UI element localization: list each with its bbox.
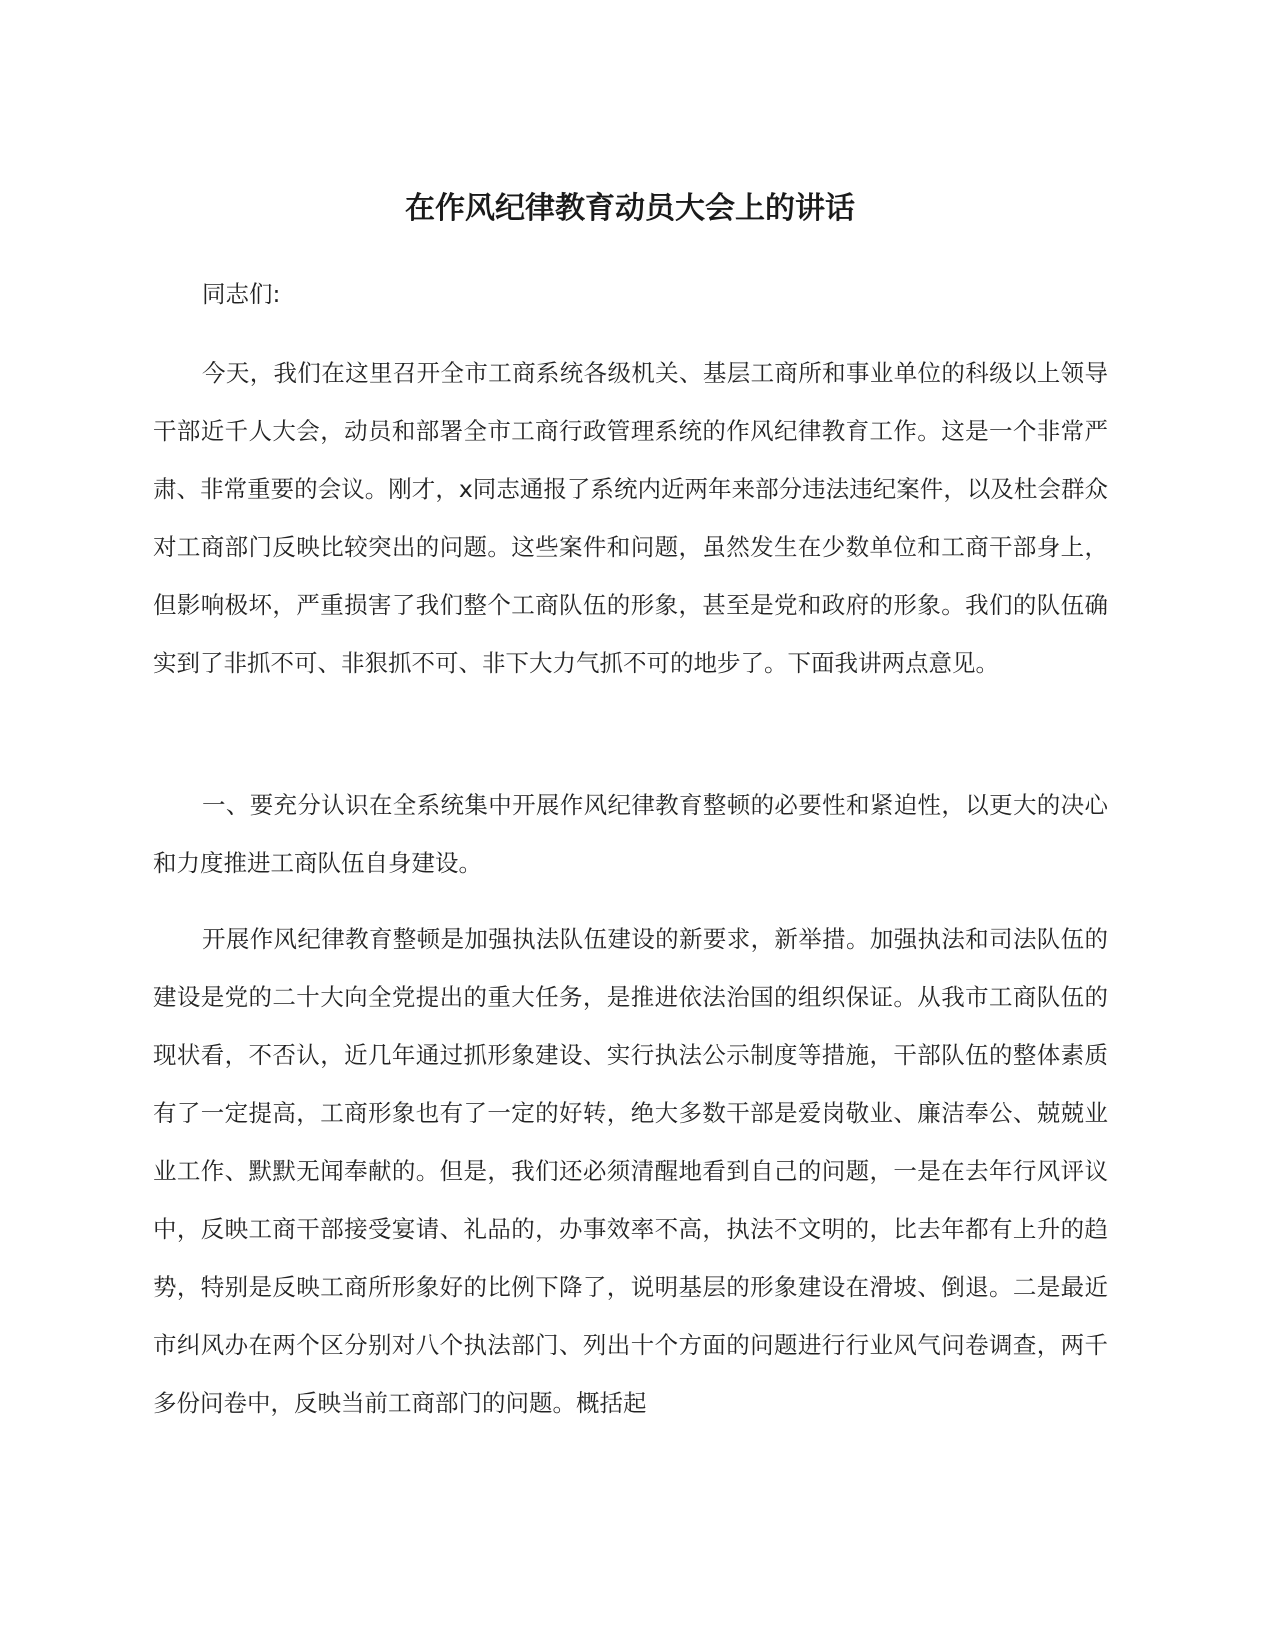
paragraph-opening: 今天，我们在这里召开全市工商系统各级机关、基层工商所和事业单位的科级以上领导干部近千人大会，动员和部署全市工商行政管理系统的作风纪律教育工作。这是一个非常严肃、非常重要的会议。刚才，x同志通报了系统内近两年来部分违法违纪案件，以及杜会群众对工商部门反映比较突出的问题。这些案件和问题，虽然发生在少数单位和工商干部身上，但影响极坏，严重损害了我们整个工商队伍的形象，甚至是党和政府的形象。我们的队伍确实到了非抓不可、非狠抓不可、非下大力气抓不可的地步了。下面我讲两点意见。 [153,359,1108,677]
document-title: 在作风纪律教育动员大会上的讲话 [405,191,855,226]
salutation: 同志们: [202,280,281,308]
paragraph-body: 开展作风纪律教育整顿是加强执法队伍建设的新要求，新举措。加强执法和司法队伍的建设是党的二十大向全党提出的重大任务，是推进依法治国的组织保证。从我市工商队伍的现状看，不否认，近几年通过抓形象建设、实行执法公示制度等措施，干部队伍的整体素质有了一定提高，工商形象也有了一定的好转，绝大多数干部是爱岗敬业、廉洁奉公、兢兢业业工作、默默无闻奉献的。但是，我们还必须清醒地看到自己的问题，一是在去年行风评议中，反映工商干部接受宴请、礼品的，办事效率不高，执法不文明的，比去年都有上升的趋势，特别是反映工商所形象好的比例下降了，说明基层的形象建设在滑坡、倒退。二是最近市纠风办在两个区分别对八个执法部门、列出十个方面的问题进行行业风气问卷调查，两千多份问卷中，反映当前工商部门的问题。概括起 [153,925,1108,1417]
paragraph-section-heading-1: 一、要充分认识在全系统集中开展作风纪律教育整顿的必要性和紧迫性，以更大的决心和力度推进工商队伍自身建设。 [153,791,1108,877]
